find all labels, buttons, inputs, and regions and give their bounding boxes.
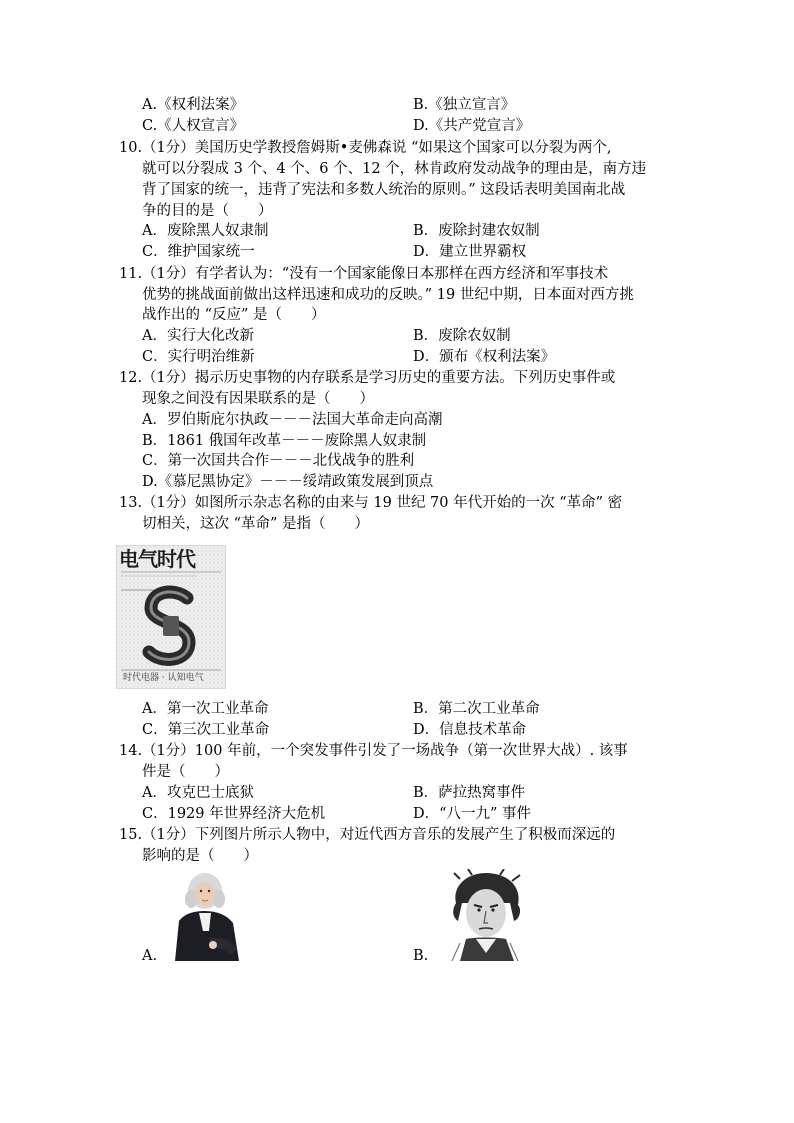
q13-option-b: B．第二次工业革命 (413, 701, 540, 717)
q11-option-c: C．实行明治维新 (142, 349, 255, 365)
q11-option-b: B．废除农奴制 (413, 328, 511, 344)
q10-stem-line-3: 背了国家的统一，违背了宪法和多数人统治的原则。” 这段话表明美国南北战 (142, 182, 626, 198)
q9-option-c: C.《人权宣言》 (142, 118, 245, 134)
magazine-cover-image (116, 545, 226, 689)
q10-option-a: A．废除黑人奴隶制 (142, 223, 269, 239)
magazine-footer: 时代电器 · 认知电气 (123, 673, 204, 683)
portrait-b-image (442, 869, 530, 961)
q10-option-c: C．维护国家统一 (142, 244, 255, 260)
q15-option-b-label: B. (413, 948, 429, 964)
q10-stem-line-1: 10.（1分）美国历史学教授詹姆斯•麦佛森说 “如果这个国家可以分裂为两个, (119, 140, 612, 156)
q9-option-d: D.《共产党宣言》 (413, 118, 531, 134)
q15-stem-line-1: 15.（1分）下列图片所示人物中，对近代西方音乐的发展产生了积极而深远的 (119, 827, 616, 843)
q15-stem-line-2: 影响的是（ ） (142, 848, 258, 864)
q11-stem-line-1: 11.（1分）有学者认为：“没有一个国家能像日本那样在西方经济和军事技术 (119, 266, 609, 282)
portrait-a-image (169, 869, 242, 961)
q10-stem-line-4: 争的目的是（ ） (142, 203, 273, 219)
q12-stem-line-1: 12.（1分）揭示历史事物的内存联系是学习历史的重要方法。下列历史事件或 (119, 370, 616, 386)
q11-stem-line-2: 优势的挑战面前做出这样迅速和成功的反映。” 19 世纪中期，日本面对西方挑 (142, 287, 634, 303)
q11-stem-line-3: 战作出的 “反应” 是（ ） (142, 307, 326, 323)
q14-option-b: B．萨拉热窝事件 (413, 785, 526, 801)
q10-option-b: B．废除封建农奴制 (413, 223, 540, 239)
q12-stem-line-2: 现象之间没有因果联系的是（ ） (142, 391, 374, 407)
q12-option-b: B．1861 俄国年改革－－－废除黑人奴隶制 (142, 433, 427, 449)
q11-option-a: A．实行大化改新 (142, 328, 254, 344)
portrait-a-graphic (169, 869, 242, 961)
q13-option-d: D．信息技术革命 (413, 722, 527, 738)
q11-option-d: D．颁布《权利法案》 (413, 349, 556, 365)
portrait-b-graphic (442, 869, 530, 961)
q10-option-d: D．建立世界霸权 (413, 244, 527, 260)
q14-option-c: C．1929 年世界经济大危机 (142, 806, 326, 822)
q13-stem-line-1: 13.（1分）如图所示杂志名称的由来与 19 世纪 70 年代开始的一次 “革命” 密 (119, 495, 623, 511)
q12-option-d: D.《慕尼黑协定》－－－绥靖政策发展到顶点 (142, 474, 434, 490)
magazine-title: 电气时代 (119, 547, 195, 571)
q14-option-d: D．“八一九” 事件 (413, 806, 532, 822)
q12-option-c: C．第一次国共合作－－－北伐战争的胜利 (142, 453, 415, 469)
q14-stem-line-1: 14.（1分）100 年前，一个突发事件引发了一场战争（第一次世界大战）. 该事 (119, 743, 628, 759)
q13-stem-line-2: 切相关，这次 “革命” 是指（ ） (142, 516, 370, 532)
q10-stem-line-2: 就可以分裂成 3 个、4 个、6 个、12 个，林肯政府发动战争的理由是，南方违 (142, 161, 647, 177)
q15-option-a-label: A. (142, 948, 158, 964)
q12-option-a: A．罗伯斯庇尔执政－－－法国大革命走向高潮 (142, 412, 443, 428)
q13-option-a: A．第一次工业革命 (142, 701, 269, 717)
q14-option-a: A．攻克巴士底狱 (142, 785, 254, 801)
q13-option-c: C．第三次工业革命 (142, 722, 270, 738)
q9-option-b: B.《独立宣言》 (413, 97, 516, 113)
q9-option-a: A.《权利法案》 (142, 97, 245, 113)
q14-stem-line-2: 件是（ ） (142, 764, 229, 780)
